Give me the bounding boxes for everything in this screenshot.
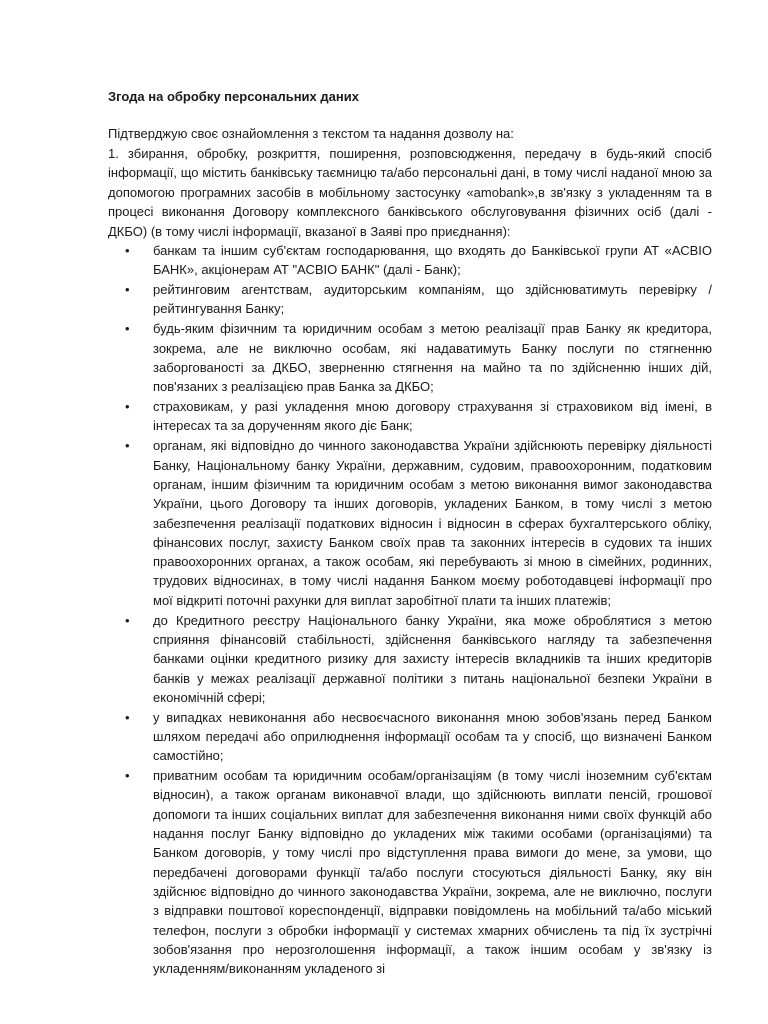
list-item bbox=[125, 319, 712, 396]
list-item bbox=[125, 280, 712, 319]
list-item-text: банкам та іншим суб'єктам господарювання, що входять до Банківської групи АТ «АСВІО БАНК», акціонерам АТ "АСВІО БАНК" (далі - Банк); bbox=[153, 243, 712, 278]
list-item-text: страховикам, у разі укладення мною договору страхування зі страховиком від імені, в інтересах та за дорученням якого діє Банк; bbox=[153, 399, 712, 434]
item-1-paragraph: 1. збирання, обробку, розкриття, поширення, розповсюдження, передачу в будь-який спосіб інформації, що містить банківську таємницю та/або персональні дані, в тому числі наданої мною за допомогою програмних засобів в мобільному застосунку «amobank»,в зв'язку з укладенням та в процесі виконання Договору комплексного банківського обслуговування фізичних осіб (далі - ДКБО) (в тому числі інформації, вказаної в Заяві про приєднання): bbox=[108, 145, 712, 239]
bullet-icon: • bbox=[125, 438, 130, 454]
list-item-text: до Кредитного реєстру Національного банку України, яка може оброблятися з метою сприяння фінансовій стабільності, здійснення банківського нагляду та забезпечення банками оцінки кредитного ризику для захисту інтересів вкладників та інших кредиторів банків у межах реалізації державної політики з питань національної безпеки України в економічній сфері; bbox=[153, 612, 712, 705]
bullet-icon: • bbox=[125, 321, 130, 337]
bullet-icon: • bbox=[125, 282, 130, 298]
list-item-text: у випадках невиконання або несвоєчасного виконання мною зобов'язань перед Банком шляхом передачі або оприлюднення інформації особам та у спосіб, що визначені Банком самостійно; bbox=[153, 709, 712, 764]
list-item bbox=[125, 611, 712, 707]
list-item bbox=[125, 397, 712, 436]
bullet-icon: • bbox=[125, 243, 130, 258]
intro-paragraph: Підтверджую своє ознайомлення з текстом та надання дозволу на: bbox=[108, 126, 514, 141]
list-item-text: органам, які відповідно до чинного законодавства України здійснюють перевірку діяльності Банку, Національному банку України, державним, судовим, правоохоронним, податковим органам, іншим фізичним та юридичним особам з метою виконання вимог законодавства України, цього Договору та інших договорів, укладених Банком, в тому числі з метою забезпечення реалізації податкових відносин і відносин в сферах бухгалтерського обліку, фінансових послуг, захисту Банком своїх прав та законних інтересів в судових та інших правоохоронних органах, а також особам, які перебувають зі мною в сімейних, родинних, трудових відносинах, в тому числі надання Банком моєму роботодавцеві інформації про мої відкриті поточні рахунки для виплат заробітної плати та інших платежів; bbox=[153, 438, 712, 608]
list-item bbox=[125, 766, 712, 978]
bullet-icon: • bbox=[125, 709, 130, 725]
bullet-icon: • bbox=[125, 768, 130, 784]
list-item-text: будь-яким фізичним та юридичним особам з метою реалізації прав Банку як кредитора, зокрема, але не виключно особам, які надаватимуть Банку послуги по стягненню заборгованості за ДКБО, зверненню стягнення на майно та по здійсненню інших дій, пов'язаних з реалізацією прав Банка за ДКБО; bbox=[153, 321, 712, 395]
list-item bbox=[125, 241, 712, 280]
bullet-icon: • bbox=[125, 612, 130, 628]
list-item-text: приватним особам та юридичним особам/організаціям (в тому числі іноземним суб'єктам відносин), а також органам виконавчої влади, що здійснюють виплати пенсій, грошової допомоги та інших соціальних виплат для забезпечення виконання ними своїх функцій або надання послуг Банку відповідно до укладених між такими особами (організаціями) та Банком договорів, у тому числі про відступлення права вимоги до мене, за умови, що передбачені договорами функції та/або послуги стосуються діяльності Банку, яку він здійснює відповідно до чинного законодавства України, зокрема, але не виключно, послуги з відправки поштової кореспонденції, відправки повідомлень на мобільний та/або міський телефон, послуги з обробки інформації у системах хмарних обчислень та під їх зустрічні зобов'язання про нерозголошення інформації, а також іншим особам у зв'язку із укладенням/виконанням укладеного зі bbox=[153, 768, 712, 977]
document-title: Згода на обробку персональних даних bbox=[108, 89, 359, 104]
bullet-list bbox=[108, 241, 712, 978]
list-item bbox=[125, 436, 712, 610]
list-item-text: рейтинговим агентствам, аудиторським компаніям, що здійснюватимуть перевірку / рейтингування Банку; bbox=[153, 282, 712, 317]
list-item bbox=[125, 708, 712, 766]
bullet-icon: • bbox=[125, 399, 130, 415]
